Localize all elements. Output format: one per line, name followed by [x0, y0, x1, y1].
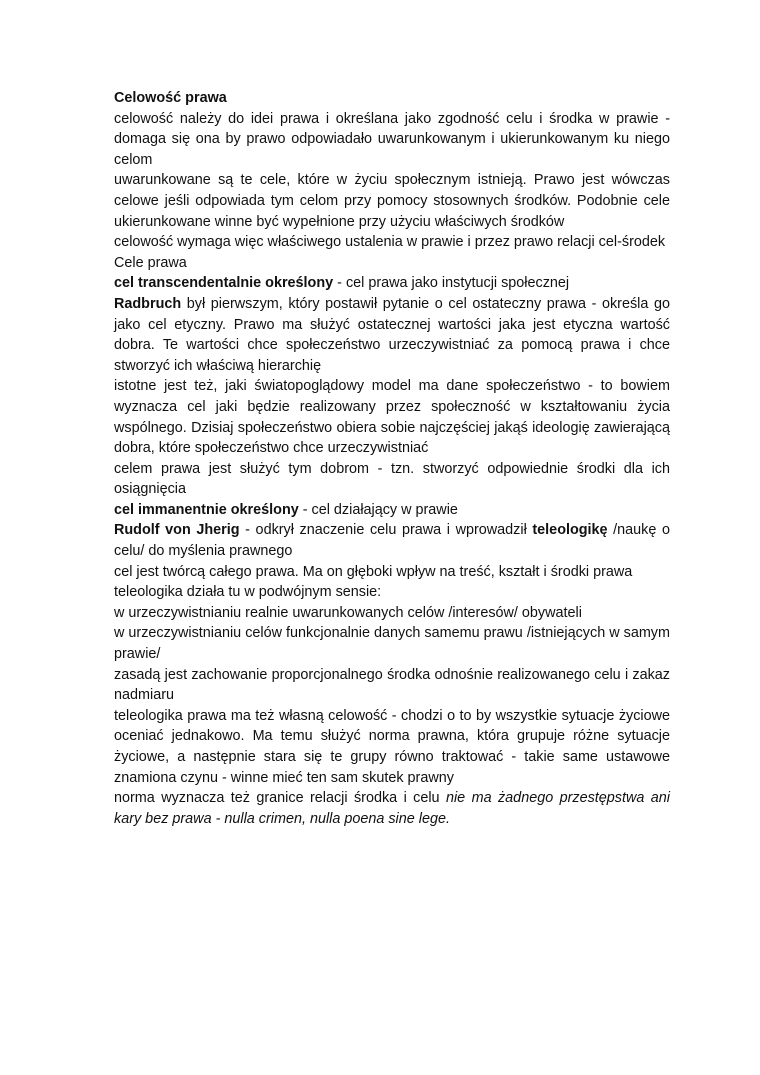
term-teleologika: teleologikę: [532, 522, 608, 539]
paragraph-1: celowość należy do idei prawa i określana jako zgodność celu i środka w prawie - domaga się ona by prawo odpowiadało uwarunkowanym i ukierunkowanym ku niego celom: [114, 110, 670, 168]
paragraph-10: [114, 520, 670, 561]
paragraph-10-text: - odkrył znaczenie celu prawa i wprowadził: [239, 522, 533, 539]
term-immanent: cel immanentnie określony: [114, 501, 299, 518]
paragraph-6-text: był pierwszym, który postawił pytanie o cel ostateczny prawa - określa go jako cel etyczny. Prawo ma służyć ostatecznej wartości jaka jest etyczna wartość dobra. Te wartości chce społeczeństwo urzeczywistniać za pomocą prawa i chce stworzyć ich właściwą hierarchię: [114, 295, 670, 374]
paragraph-10-text-end: /naukę o celu/ do myślenia prawnego: [114, 522, 670, 560]
paragraph-13: w urzeczywistnianiu realnie uwarunkowanych celów /interesów/ obywateli: [114, 604, 582, 621]
paragraph-17-text: norma wyznacza też granice relacji środka i celu: [114, 790, 446, 807]
document-body: [114, 88, 670, 829]
paragraph-11: cel jest twórcą całego prawa. Ma on głęboki wpływ na treść, kształt i środki prawa: [114, 563, 633, 580]
name-jherig: Rudolf von Jherig: [114, 522, 240, 539]
name-radbruch: Radbruch: [114, 295, 182, 312]
paragraph-3: celowość wymaga więc właściwego ustalenia w prawie i przez prawo relacji cel-środek: [114, 234, 666, 251]
paragraph-6: [114, 294, 670, 376]
paragraph-12: teleologika działa tu w podwójnym sensie:: [114, 584, 382, 601]
document-title: Celowość prawa: [114, 90, 227, 106]
paragraph-9: [114, 500, 670, 521]
paragraph-14: w urzeczywistnianiu celów funkcjonalnie danych samemu prawu /istniejących w samym prawie/: [114, 625, 670, 663]
paragraph-5-text: - cel prawa jako instytucji społecznej: [333, 275, 570, 292]
paragraph-16: teleologika prawa ma też własną celowość - chodzi o to by wszystkie sytuacje życiowe oceniać jednakowo. Ma temu służyć norma prawna, która grupuje różne sytuacje życiowe, a następnie stara się te grupy równo traktować - takie same ustawowe znamiona czynu - winne mieć ten sam skutek prawny: [114, 707, 670, 786]
paragraph-8: celem prawa jest służyć tym dobrom - tzn. stworzyć odpowiednie środki dla ich osiągnięcia: [114, 460, 670, 498]
section-heading-cele-prawa: Cele prawa: [114, 254, 187, 271]
term-transcendental: cel transcendentalnie określony: [114, 275, 334, 292]
paragraph-2: uwarunkowane są te cele, które w życiu społecznym istnieją. Prawo jest wówczas celowe jeśli odpowiada tym celom przy pomocy stosownych środków. Podobnie cele ukierunkowane winne być wypełnione przy użyciu właściwych środków: [114, 172, 670, 230]
paragraph-9-text: - cel działający w prawie: [298, 501, 458, 518]
paragraph-5: [114, 273, 670, 294]
paragraph-15: zasadą jest zachowanie proporcjonalnego środka odnośnie realizowanego celu i zakaz nadmiaru: [114, 666, 670, 704]
paragraph-7: istotne jest też, jaki światopoglądowy model ma dane społeczeństwo - to bowiem wyznacza cel jaki będzie realizowany przez społeczność w kształtowaniu życia wspólnego. Dzisiaj społeczeństwo obiera sobie najczęściej jakąś ideologię zawierającą dobra, które społeczeństwo chce urzeczywistniać: [114, 378, 670, 457]
paragraph-17: [114, 788, 670, 829]
latin-maxim: nie ma żadnego przestępstwa ani kary bez prawa - nulla crimen, nulla poena sine lege.: [114, 790, 670, 827]
